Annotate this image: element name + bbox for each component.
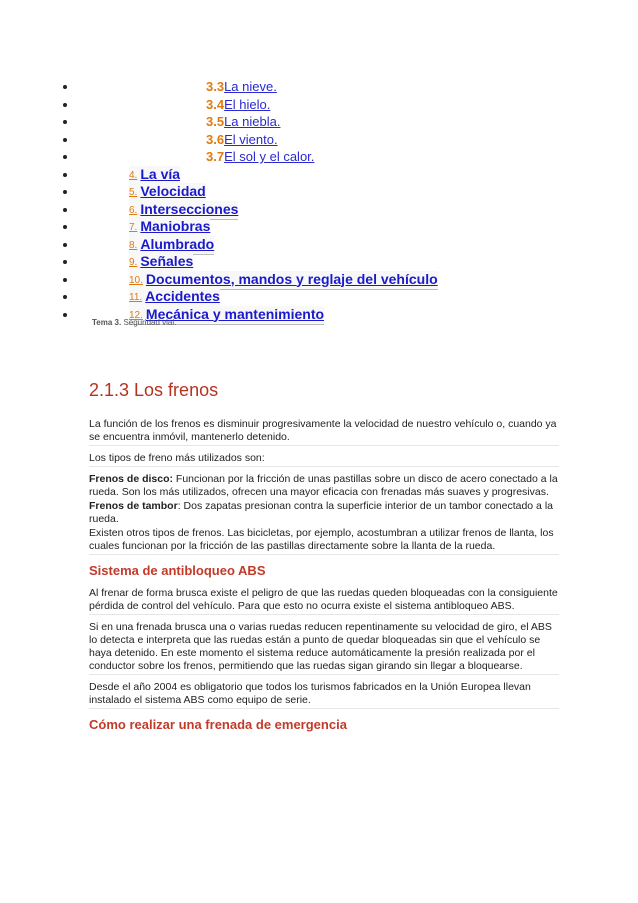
toc-label: Alumbrado: [140, 235, 215, 252]
toc-number: 7.: [129, 222, 138, 233]
toc-number: 3.4: [206, 96, 225, 112]
list-item: [0, 218, 638, 236]
toc-label: El hielo.: [224, 96, 271, 112]
toc-link-9[interactable]: [129, 253, 193, 272]
drum-brake-paragraph: [89, 500, 559, 527]
toc-number: 11.: [129, 292, 143, 303]
bullet-icon: [63, 120, 67, 124]
toc-link-6[interactable]: [129, 201, 238, 220]
disc-brake-text: Funcionan por la fricción de unas pastillas sobre un disco de acero conectado a la rueda. Son los más utilizados, ofrecen una mayor eficacia con frenadas más suaves y progresivas.: [89, 473, 558, 498]
toc-number: 3.3: [206, 79, 225, 94]
caption-text: Seguridad vial.: [123, 318, 177, 327]
toc-label: El viento.: [224, 131, 278, 147]
drum-brake-label: Frenos de tambor: [89, 500, 178, 512]
toc-label: Accidentes: [145, 288, 220, 304]
toc-link-7[interactable]: [129, 218, 210, 237]
other-types-paragraph: Existen otros tipos de frenos. Las bicicletas, por ejemplo, acostumbran a utilizar frenos de llanta, los cuales funcionan por la fricción de las pastillas directamente sobre la llanta de la rueda.: [89, 527, 559, 555]
toc-number: 12.: [129, 309, 143, 321]
toc-number: 4.: [129, 169, 138, 181]
abs-paragraph-2: Si en una frenada brusca una o varias ruedas reducen repentinamente su velocidad de giro, el ABS lo detecta e interpreta que las ruedas están a punto de quedar bloqueadas sin que el vehículo se haya detenido. En este momento el sistema reduce automáticamente la presión realizada por el conductor sobre los frenos, permitiendo que las ruedas sigan girando sin llegar a bloquearse.: [89, 621, 559, 675]
bullet-icon: [63, 295, 67, 299]
toc-number: 3.5: [206, 114, 225, 129]
bullet-icon: [63, 155, 67, 159]
toc-number: 5.: [129, 187, 138, 198]
toc-label: Mecánica y mantenimiento: [145, 305, 325, 322]
bullet-icon: [63, 243, 67, 247]
table-of-contents: [0, 78, 638, 323]
toc-link-5[interactable]: [129, 183, 206, 202]
toc-link-4[interactable]: [129, 166, 180, 185]
toc-label: Documentos, mandos y reglaje del vehículo: [145, 270, 438, 287]
toc-label: La niebla.: [224, 114, 281, 129]
bullet-icon: [63, 260, 67, 264]
bullet-icon: [63, 208, 67, 212]
toc-label: La vía: [140, 165, 181, 182]
list-item: [0, 131, 638, 149]
bullet-icon: [63, 85, 67, 89]
bullet-icon: [63, 278, 67, 282]
list-item: [0, 148, 638, 166]
bullet-icon: [63, 138, 67, 142]
toc-label: El sol y el calor.: [224, 149, 315, 164]
list-item: [0, 96, 638, 114]
toc-link-3-3[interactable]: [206, 79, 277, 95]
topic-caption: [92, 318, 176, 327]
disc-brake-paragraph: [89, 473, 559, 500]
list-item: [0, 78, 638, 96]
toc-label: Señales: [140, 253, 194, 269]
bullet-icon: [63, 313, 67, 317]
toc-label: Velocidad: [140, 183, 206, 199]
list-item: [0, 183, 638, 201]
list-item: [0, 288, 638, 306]
list-item: [0, 166, 638, 184]
toc-link-3-5[interactable]: [206, 114, 280, 130]
toc-link-10[interactable]: [129, 271, 438, 290]
toc-label: Maniobras: [140, 218, 211, 234]
toc-link-8[interactable]: [129, 236, 214, 255]
disc-brake-label: Frenos de disco:: [89, 473, 174, 485]
caption-label: Tema 3.: [92, 318, 122, 327]
section-title: 2.1.3 Los frenos: [89, 380, 219, 400]
toc-number: 6.: [129, 204, 138, 216]
list-item: [0, 201, 638, 219]
list-item: [0, 236, 638, 254]
abs-paragraph-1: Al frenar de forma brusca existe el peligro de que las ruedas queden bloqueadas con la consiguiente pérdida de control del vehículo. Para que esto no ocurra existe el sistema antibloqueo ABS.: [89, 587, 559, 615]
toc-link-3-6[interactable]: [206, 132, 278, 148]
toc-number: 10.: [129, 274, 143, 286]
bullet-icon: [63, 173, 67, 177]
bullet-icon: [63, 103, 67, 107]
toc-link-3-7[interactable]: [206, 149, 314, 165]
bullet-icon: [63, 190, 67, 194]
list-item: [0, 113, 638, 131]
types-intro-paragraph: Los tipos de freno más utilizados son:: [89, 452, 559, 467]
toc-number: 9.: [129, 257, 138, 268]
toc-label: La nieve.: [224, 79, 277, 94]
list-item: [0, 271, 638, 289]
abs-paragraph-3: Desde el año 2004 es obligatorio que todos los turismos fabricados en la Unión Europea llevan instalado el sistema ABS como equipo de serie.: [89, 681, 559, 709]
toc-number: 8.: [129, 239, 138, 251]
abs-heading: Sistema de antibloqueo ABS: [89, 563, 266, 578]
toc-number: 3.7: [206, 149, 225, 164]
intro-paragraph: La función de los frenos es disminuir progresivamente la velocidad de nuestro vehículo o, cuando ya se encuentra inmóvil, mantenerlo detenido.: [89, 418, 559, 446]
bullet-icon: [63, 225, 67, 229]
section-content: [89, 418, 559, 741]
list-item: [0, 253, 638, 271]
toc-link-3-4[interactable]: [206, 97, 270, 113]
toc-number: 3.6: [206, 131, 225, 147]
drum-brake-text: : Dos zapatas presionan contra la superficie interior de un tambor conectado a la rueda.: [89, 500, 553, 525]
toc-label: Intersecciones: [140, 200, 239, 217]
emergency-braking-heading: Cómo realizar una frenada de emergencia: [89, 717, 347, 732]
toc-link-11[interactable]: [129, 288, 220, 307]
